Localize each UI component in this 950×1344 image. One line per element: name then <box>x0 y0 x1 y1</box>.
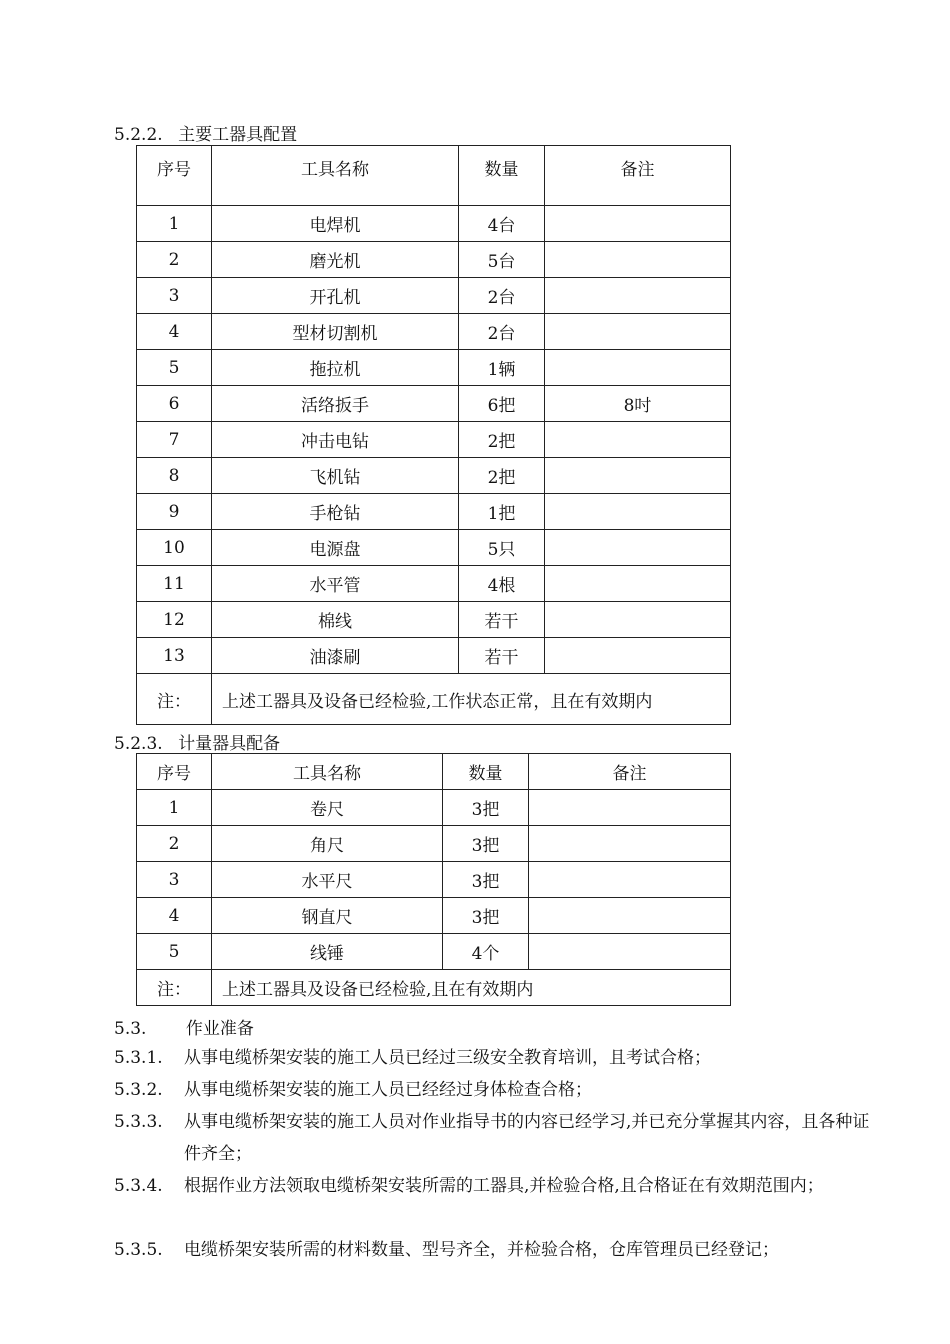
item-number: 5.3.1. <box>114 1048 163 1068</box>
remark-cell <box>545 602 731 638</box>
tool-name-cell: 钢直尺 <box>212 898 443 934</box>
remark-cell <box>529 790 731 826</box>
index-cell: 5 <box>137 934 212 970</box>
quantity-cell: 1辆 <box>459 350 545 386</box>
table-row <box>137 458 731 494</box>
note-text: 上述工器具及设备已经检验,工作状态正常，且在有效期内 <box>212 674 731 725</box>
remark-cell <box>529 934 731 970</box>
item-number: 5.3.5. <box>114 1240 163 1260</box>
section-number: 5.3. <box>114 1019 147 1039</box>
header-cell: 数量 <box>459 146 545 206</box>
header-cell: 备注 <box>545 146 731 206</box>
section-heading-523 <box>114 729 280 754</box>
table-row <box>137 278 731 314</box>
table-row <box>137 638 731 674</box>
tool-name-cell: 角尺 <box>212 826 443 862</box>
note-label: 注： <box>137 674 212 725</box>
header-cell: 数量 <box>443 754 529 790</box>
table-row <box>137 386 731 422</box>
section-number: 5.2.3. <box>114 734 163 754</box>
remark-cell <box>545 278 731 314</box>
remark-cell <box>545 458 731 494</box>
table-body <box>137 206 731 674</box>
section-title: 作业准备 <box>185 1019 254 1039</box>
remark-cell <box>545 530 731 566</box>
tool-name-cell: 电源盘 <box>212 530 459 566</box>
quantity-cell: 若干 <box>459 602 545 638</box>
tool-name-cell: 拖拉机 <box>212 350 459 386</box>
item-text: 从事电缆桥架安装的施工人员已经经过身体检查合格； <box>184 1080 592 1100</box>
list-item <box>114 1170 884 1202</box>
table-row <box>137 242 731 278</box>
tool-name-cell: 磨光机 <box>212 242 459 278</box>
table-row <box>137 422 731 458</box>
list-item <box>114 1234 884 1266</box>
tool-name-cell: 冲击电钻 <box>212 422 459 458</box>
quantity-cell: 2把 <box>459 458 545 494</box>
tool-name-cell: 水平管 <box>212 566 459 602</box>
table-row <box>137 206 731 242</box>
section-title: 计量器具配备 <box>178 734 281 754</box>
index-cell: 3 <box>137 862 212 898</box>
tool-name-cell: 飞机钻 <box>212 458 459 494</box>
header-cell: 序号 <box>137 754 212 790</box>
quantity-cell: 3把 <box>443 898 529 934</box>
table-row <box>137 898 731 934</box>
list-item <box>114 1042 884 1074</box>
index-cell: 2 <box>137 242 212 278</box>
item-text: 从事电缆桥架安装的施工人员已经过三级安全教育培训，且考试合格； <box>184 1048 711 1068</box>
quantity-cell: 2台 <box>459 314 545 350</box>
table-row <box>137 790 731 826</box>
table-note-row <box>137 674 731 725</box>
remark-cell <box>545 242 731 278</box>
remark-cell <box>545 494 731 530</box>
section-title: 主要工器具配置 <box>178 125 298 145</box>
item-text: 从事电缆桥架安装的施工人员对作业指导书的内容已经学习,并已充分掌握其内容，且各种证件齐全； <box>184 1112 870 1164</box>
quantity-cell: 6把 <box>459 386 545 422</box>
table-row <box>137 862 731 898</box>
quantity-cell: 4根 <box>459 566 545 602</box>
index-cell: 2 <box>137 826 212 862</box>
tool-name-cell: 型材切割机 <box>212 314 459 350</box>
index-cell: 4 <box>137 314 212 350</box>
remark-cell <box>545 566 731 602</box>
header-cell: 序号 <box>137 146 212 206</box>
tool-name-cell: 油漆刷 <box>212 638 459 674</box>
index-cell: 4 <box>137 898 212 934</box>
table-row <box>137 494 731 530</box>
quantity-cell: 2台 <box>459 278 545 314</box>
index-cell: 5 <box>137 350 212 386</box>
note-label: 注： <box>137 970 212 1006</box>
quantity-cell: 4个 <box>443 934 529 970</box>
remark-cell: 8吋 <box>545 386 731 422</box>
index-cell: 1 <box>137 206 212 242</box>
table-body <box>137 790 731 970</box>
tools-table <box>136 145 731 725</box>
table-row <box>137 826 731 862</box>
table-header-row <box>137 754 731 790</box>
tool-name-cell: 电焊机 <box>212 206 459 242</box>
remark-cell <box>545 422 731 458</box>
item-number: 5.3.2. <box>114 1080 163 1100</box>
remark-cell <box>529 862 731 898</box>
quantity-cell: 5台 <box>459 242 545 278</box>
item-text: 电缆桥架安装所需的材料数量、型号齐全，并检验合格，仓库管理员已经登记； <box>184 1240 779 1260</box>
table-row <box>137 566 731 602</box>
remark-cell <box>529 826 731 862</box>
quantity-cell: 1把 <box>459 494 545 530</box>
index-cell: 12 <box>137 602 212 638</box>
quantity-cell: 5只 <box>459 530 545 566</box>
table-header-row <box>137 146 731 206</box>
index-cell: 7 <box>137 422 212 458</box>
index-cell: 9 <box>137 494 212 530</box>
header-cell: 备注 <box>529 754 731 790</box>
remark-cell <box>545 638 731 674</box>
table-row <box>137 530 731 566</box>
header-cell: 工具名称 <box>212 754 443 790</box>
list-item <box>114 1074 884 1106</box>
tool-name-cell: 棉线 <box>212 602 459 638</box>
remark-cell <box>545 314 731 350</box>
index-cell: 13 <box>137 638 212 674</box>
header-cell: 工具名称 <box>212 146 459 206</box>
quantity-cell: 4台 <box>459 206 545 242</box>
table-row <box>137 934 731 970</box>
quantity-cell: 3把 <box>443 862 529 898</box>
quantity-cell: 3把 <box>443 790 529 826</box>
table-row <box>137 602 731 638</box>
index-cell: 3 <box>137 278 212 314</box>
item-number: 5.3.3. <box>114 1112 163 1132</box>
list-item <box>114 1106 884 1170</box>
remark-cell <box>529 898 731 934</box>
item-number: 5.3.4. <box>114 1176 163 1196</box>
section-heading-522 <box>114 120 297 145</box>
item-text: 根据作业方法领取电缆桥架安装所需的工器具,并检验合格,且合格证在有效期范围内； <box>184 1176 824 1196</box>
section-heading-53 <box>114 1014 254 1039</box>
tool-name-cell: 线锤 <box>212 934 443 970</box>
index-cell: 8 <box>137 458 212 494</box>
quantity-cell: 若干 <box>459 638 545 674</box>
quantity-cell: 3把 <box>443 826 529 862</box>
tool-name-cell: 卷尺 <box>212 790 443 826</box>
index-cell: 6 <box>137 386 212 422</box>
remark-cell <box>545 206 731 242</box>
tool-name-cell: 活络扳手 <box>212 386 459 422</box>
section-number: 5.2.2. <box>114 125 163 145</box>
table-row <box>137 350 731 386</box>
remark-cell <box>545 350 731 386</box>
tool-name-cell: 水平尺 <box>212 862 443 898</box>
note-text: 上述工器具及设备已经检验,且在有效期内 <box>212 970 731 1006</box>
table-row <box>137 314 731 350</box>
index-cell: 1 <box>137 790 212 826</box>
tool-name-cell: 开孔机 <box>212 278 459 314</box>
index-cell: 11 <box>137 566 212 602</box>
quantity-cell: 2把 <box>459 422 545 458</box>
index-cell: 10 <box>137 530 212 566</box>
measuring-tools-table <box>136 753 731 1006</box>
tool-name-cell: 手枪钻 <box>212 494 459 530</box>
table-note-row <box>137 970 731 1006</box>
